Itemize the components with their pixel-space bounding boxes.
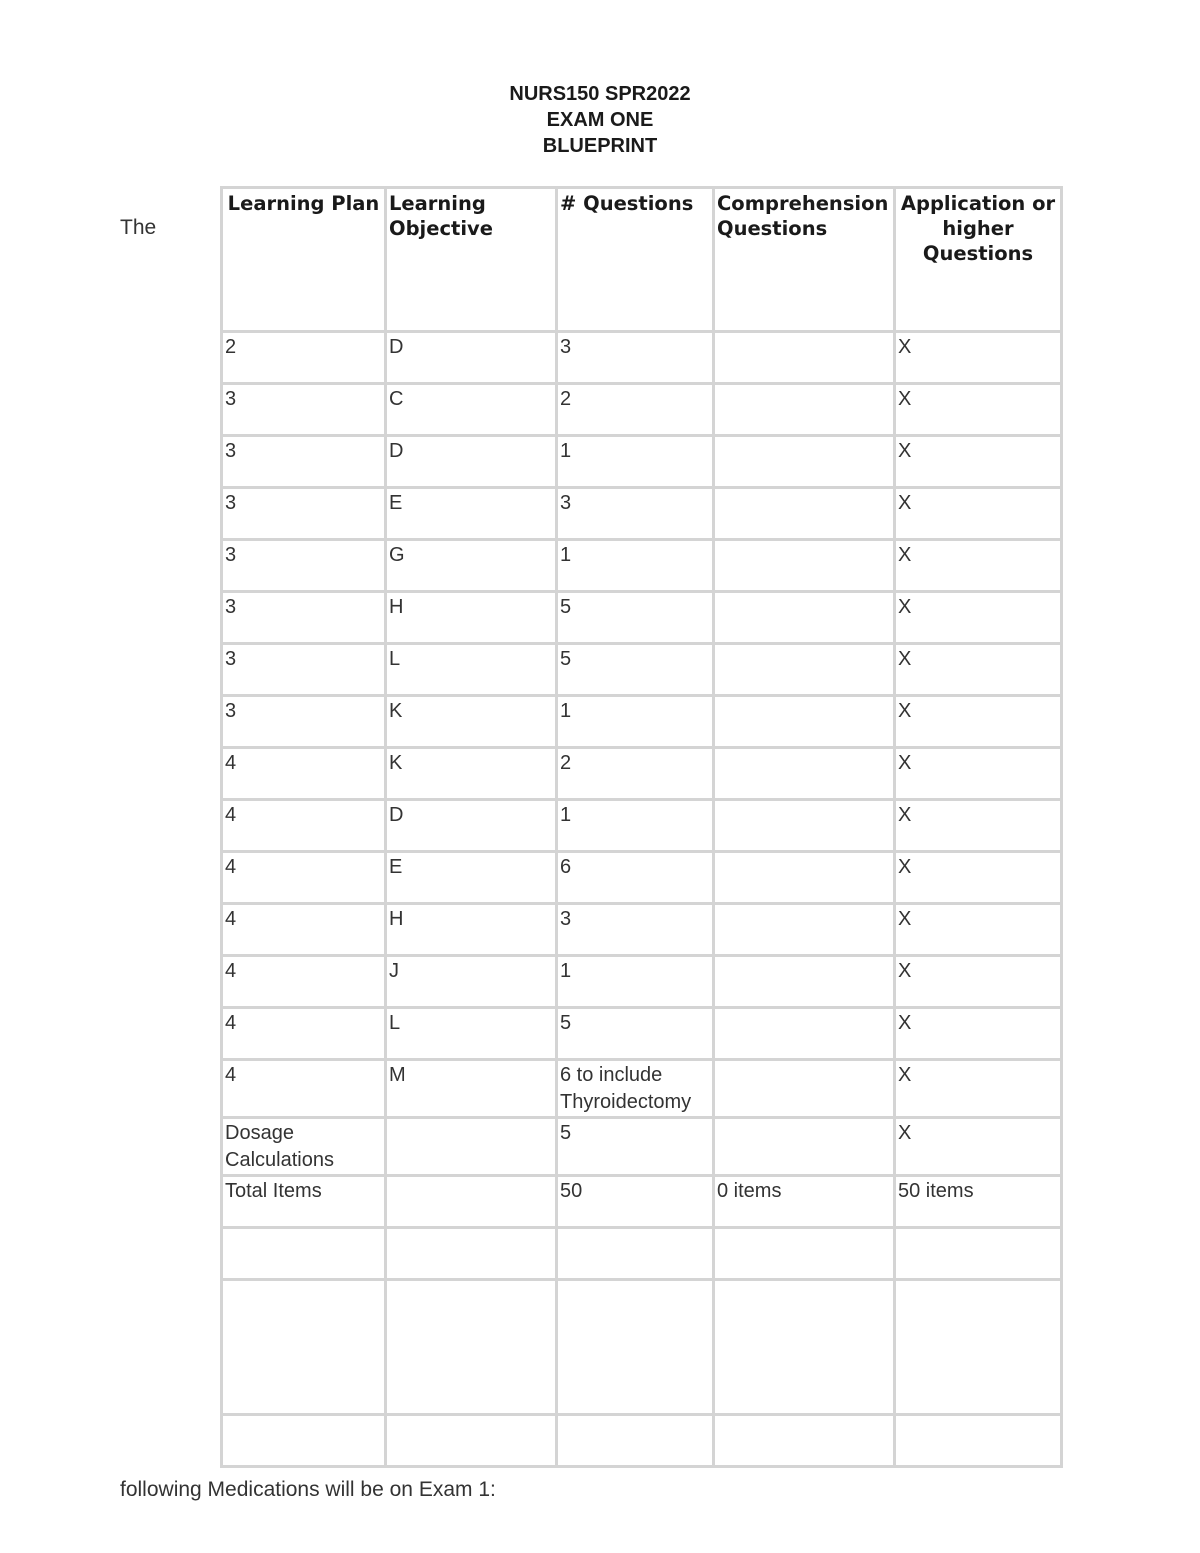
empty-cell: [222, 1280, 386, 1415]
cell-num-questions: 2: [557, 748, 714, 800]
cell-num-questions: 3: [557, 904, 714, 956]
cell-comprehension: [714, 904, 895, 956]
blueprint-table: [220, 186, 1063, 1468]
table-row: [222, 1008, 1062, 1060]
column-header-learning-objective: Learning Objective: [386, 188, 557, 332]
table-row: [222, 644, 1062, 696]
cell-application: 50 items: [895, 1176, 1062, 1228]
cell-application: X: [895, 592, 1062, 644]
empty-cell: [895, 1228, 1062, 1280]
cell-learning-objective: K: [386, 696, 557, 748]
table-row-empty: [222, 1415, 1062, 1467]
empty-cell: [714, 1280, 895, 1415]
cell-application: X: [895, 540, 1062, 592]
cell-learning-objective: D: [386, 436, 557, 488]
cell-application: X: [895, 384, 1062, 436]
cell-application: X: [895, 956, 1062, 1008]
cell-learning-plan: 3: [222, 592, 386, 644]
empty-cell: [895, 1280, 1062, 1415]
cell-learning-objective: K: [386, 748, 557, 800]
cell-learning-plan: 4: [222, 1008, 386, 1060]
column-header-learning-plan: Learning Plan: [222, 188, 386, 332]
empty-cell: [222, 1228, 386, 1280]
cell-num-questions: 1: [557, 956, 714, 1008]
empty-cell: [714, 1228, 895, 1280]
cell-num-questions: 50: [557, 1176, 714, 1228]
cell-learning-objective: [386, 1118, 557, 1176]
table-row: [222, 384, 1062, 436]
cell-learning-plan: Dosage Calculations: [222, 1118, 386, 1176]
table-row-empty: [222, 1280, 1062, 1415]
cell-learning-objective: L: [386, 644, 557, 696]
cell-learning-plan: 2: [222, 332, 386, 384]
column-header-application: Application or higher Questions: [895, 188, 1062, 332]
cell-comprehension: [714, 540, 895, 592]
cell-num-questions: 5: [557, 1118, 714, 1176]
table-row: [222, 1060, 1062, 1118]
cell-learning-objective: D: [386, 800, 557, 852]
cell-learning-objective: H: [386, 904, 557, 956]
cell-comprehension: [714, 1060, 895, 1118]
medications-intro: following Medications will be on Exam 1:: [120, 1478, 496, 1501]
cell-num-questions: 5: [557, 592, 714, 644]
column-header-comprehension: Comprehension Questions: [714, 188, 895, 332]
title-course: NURS150 SPR2022: [509, 83, 691, 105]
cell-num-questions: 6 to include Thyroidectomy: [557, 1060, 714, 1118]
document-title: [0, 81, 1200, 159]
cell-comprehension: [714, 488, 895, 540]
cell-comprehension: [714, 436, 895, 488]
table-row-empty: [222, 1228, 1062, 1280]
cell-learning-plan: 3: [222, 384, 386, 436]
cell-learning-plan: 4: [222, 904, 386, 956]
cell-learning-plan: 4: [222, 852, 386, 904]
cell-comprehension: [714, 748, 895, 800]
cell-learning-plan: 4: [222, 748, 386, 800]
cell-num-questions: 3: [557, 488, 714, 540]
cell-application: X: [895, 488, 1062, 540]
empty-cell: [714, 1415, 895, 1467]
table-row: [222, 904, 1062, 956]
empty-cell: [222, 1415, 386, 1467]
cell-application: X: [895, 800, 1062, 852]
cell-comprehension: [714, 696, 895, 748]
table-row: [222, 592, 1062, 644]
table-row: [222, 800, 1062, 852]
cell-learning-objective: J: [386, 956, 557, 1008]
title-exam: EXAM ONE: [546, 109, 654, 131]
cell-num-questions: 1: [557, 436, 714, 488]
cell-application: X: [895, 748, 1062, 800]
empty-cell: [557, 1228, 714, 1280]
title-blueprint: BLUEPRINT: [542, 135, 658, 157]
cell-learning-plan: 4: [222, 1060, 386, 1118]
empty-cell: [557, 1415, 714, 1467]
cell-learning-plan: 4: [222, 800, 386, 852]
cell-num-questions: 6: [557, 852, 714, 904]
cell-comprehension: [714, 1118, 895, 1176]
cell-learning-objective: E: [386, 488, 557, 540]
cell-learning-plan: 3: [222, 644, 386, 696]
cell-learning-objective: G: [386, 540, 557, 592]
cell-comprehension: [714, 1008, 895, 1060]
cell-learning-objective: L: [386, 1008, 557, 1060]
cell-comprehension: [714, 332, 895, 384]
cell-application: X: [895, 1118, 1062, 1176]
cell-application: X: [895, 332, 1062, 384]
empty-cell: [557, 1280, 714, 1415]
cell-learning-objective: D: [386, 332, 557, 384]
cell-application: X: [895, 904, 1062, 956]
cell-num-questions: 1: [557, 800, 714, 852]
cell-application: X: [895, 696, 1062, 748]
empty-cell: [895, 1415, 1062, 1467]
cell-learning-plan: Total Items: [222, 1176, 386, 1228]
table-header-row: [222, 188, 1062, 332]
cell-learning-objective: H: [386, 592, 557, 644]
column-header-num-questions: # Questions: [557, 188, 714, 332]
cell-learning-objective: C: [386, 384, 557, 436]
cell-comprehension: 0 items: [714, 1176, 895, 1228]
empty-cell: [386, 1228, 557, 1280]
cell-application: X: [895, 852, 1062, 904]
cell-comprehension: [714, 956, 895, 1008]
cell-learning-objective: M: [386, 1060, 557, 1118]
cell-comprehension: [714, 852, 895, 904]
table-row: [222, 332, 1062, 384]
table-row: [222, 748, 1062, 800]
cell-learning-objective: E: [386, 852, 557, 904]
table-row: [222, 1118, 1062, 1176]
cell-num-questions: 1: [557, 540, 714, 592]
cell-num-questions: 5: [557, 644, 714, 696]
table-row: [222, 540, 1062, 592]
cell-application: X: [895, 436, 1062, 488]
cell-application: X: [895, 1060, 1062, 1118]
cell-num-questions: 3: [557, 332, 714, 384]
cell-learning-plan: 3: [222, 436, 386, 488]
cell-learning-plan: 3: [222, 488, 386, 540]
table-row-total: [222, 1176, 1062, 1228]
intro-fragment: The: [120, 216, 157, 239]
empty-cell: [386, 1415, 557, 1467]
table-row: [222, 436, 1062, 488]
empty-cell: [386, 1280, 557, 1415]
cell-learning-plan: 3: [222, 540, 386, 592]
cell-comprehension: [714, 800, 895, 852]
cell-num-questions: 5: [557, 1008, 714, 1060]
cell-comprehension: [714, 644, 895, 696]
cell-comprehension: [714, 384, 895, 436]
cell-num-questions: 2: [557, 384, 714, 436]
cell-learning-objective: [386, 1176, 557, 1228]
cell-application: X: [895, 1008, 1062, 1060]
cell-num-questions: 1: [557, 696, 714, 748]
table-row: [222, 488, 1062, 540]
cell-application: X: [895, 644, 1062, 696]
cell-learning-plan: 3: [222, 696, 386, 748]
cell-learning-plan: 4: [222, 956, 386, 1008]
table-row: [222, 852, 1062, 904]
table-row: [222, 956, 1062, 1008]
cell-comprehension: [714, 592, 895, 644]
table-row: [222, 696, 1062, 748]
